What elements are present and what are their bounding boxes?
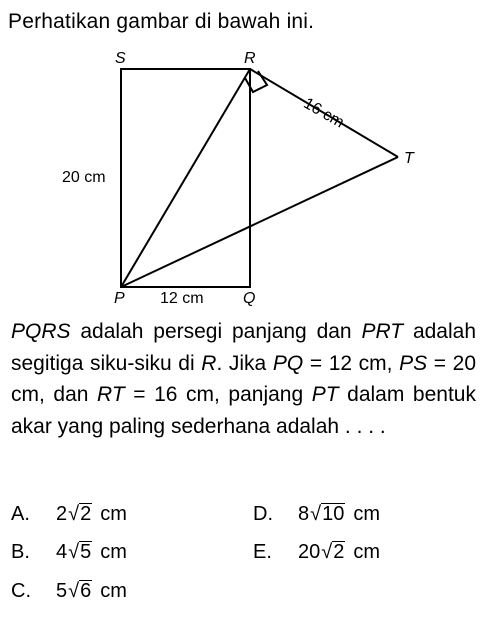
right-angle-mark: [245, 71, 267, 92]
problem-part: dalam bentuk akar yang paling sederhana adalah . . . .: [11, 383, 476, 438]
problem-part: RT: [97, 383, 125, 406]
option-d[interactable]: [253, 503, 380, 526]
sqrt-sign: √: [310, 503, 322, 525]
length-label-ps: 20 cm: [62, 169, 106, 186]
option-radicand: 5: [80, 541, 92, 563]
option-key: C.: [11, 580, 31, 602]
option-coef: 20: [298, 541, 321, 563]
option-b[interactable]: [11, 541, 127, 564]
option-unit: cm: [353, 503, 381, 525]
intro-text: Perhatikan gambar di bawah ini.: [8, 10, 315, 33]
option-unit: cm: [100, 503, 127, 525]
option-coef: 2: [56, 503, 68, 525]
length-label-rt: 16 cm: [300, 95, 347, 132]
diagonal-pr: [121, 69, 250, 287]
sqrt-sign: √: [68, 580, 80, 602]
length-label-pq: 12 cm: [160, 290, 204, 307]
vertex-label-p: P: [114, 290, 125, 307]
option-radicand: 2: [80, 503, 92, 525]
option-unit: cm: [353, 541, 381, 563]
problem-part: PQ: [272, 351, 304, 375]
problem-part: adalah persegi panjang dan: [70, 320, 362, 343]
option-key: A.: [11, 503, 30, 525]
option-coef: 8: [298, 503, 310, 525]
sqrt-sign: √: [68, 503, 80, 525]
problem-part: . Jika: [216, 351, 273, 375]
option-key: B.: [11, 541, 30, 563]
problem-part: PRT: [361, 320, 404, 343]
vertex-label-r: R: [244, 50, 256, 67]
vertex-label-s: S: [115, 50, 126, 67]
problem-part: PS: [399, 351, 428, 375]
option-unit: cm: [100, 580, 127, 602]
option-c[interactable]: [11, 580, 127, 603]
option-unit: cm: [100, 541, 127, 563]
problem-part: = 12 cm,: [303, 351, 400, 375]
option-key: D.: [253, 503, 273, 525]
problem-part: = 20 cm, dan: [11, 351, 476, 406]
option-coef: 5: [56, 580, 68, 602]
problem-part: = 16 cm, panjang: [124, 383, 312, 406]
problem-part: PT: [311, 383, 339, 406]
option-e[interactable]: [253, 541, 380, 564]
problem-part: PQRS: [11, 320, 71, 343]
problem-part: R: [201, 351, 217, 375]
option-radicand: 2: [333, 541, 345, 563]
geometry-figure: [0, 0, 501, 310]
vertex-label-q: Q: [243, 290, 256, 307]
sqrt-sign: √: [68, 541, 80, 563]
problem-part: adalah segitiga siku-siku di: [11, 320, 477, 375]
option-radicand: 6: [80, 580, 92, 602]
option-radicand: 10: [322, 503, 345, 525]
option-a[interactable]: [11, 503, 127, 526]
segment-pt: [121, 157, 398, 287]
sqrt-sign: √: [321, 541, 333, 563]
vertex-label-t: T: [404, 150, 414, 167]
option-key: E.: [253, 541, 272, 563]
option-coef: 4: [56, 541, 68, 563]
problem-text: [11, 316, 476, 442]
